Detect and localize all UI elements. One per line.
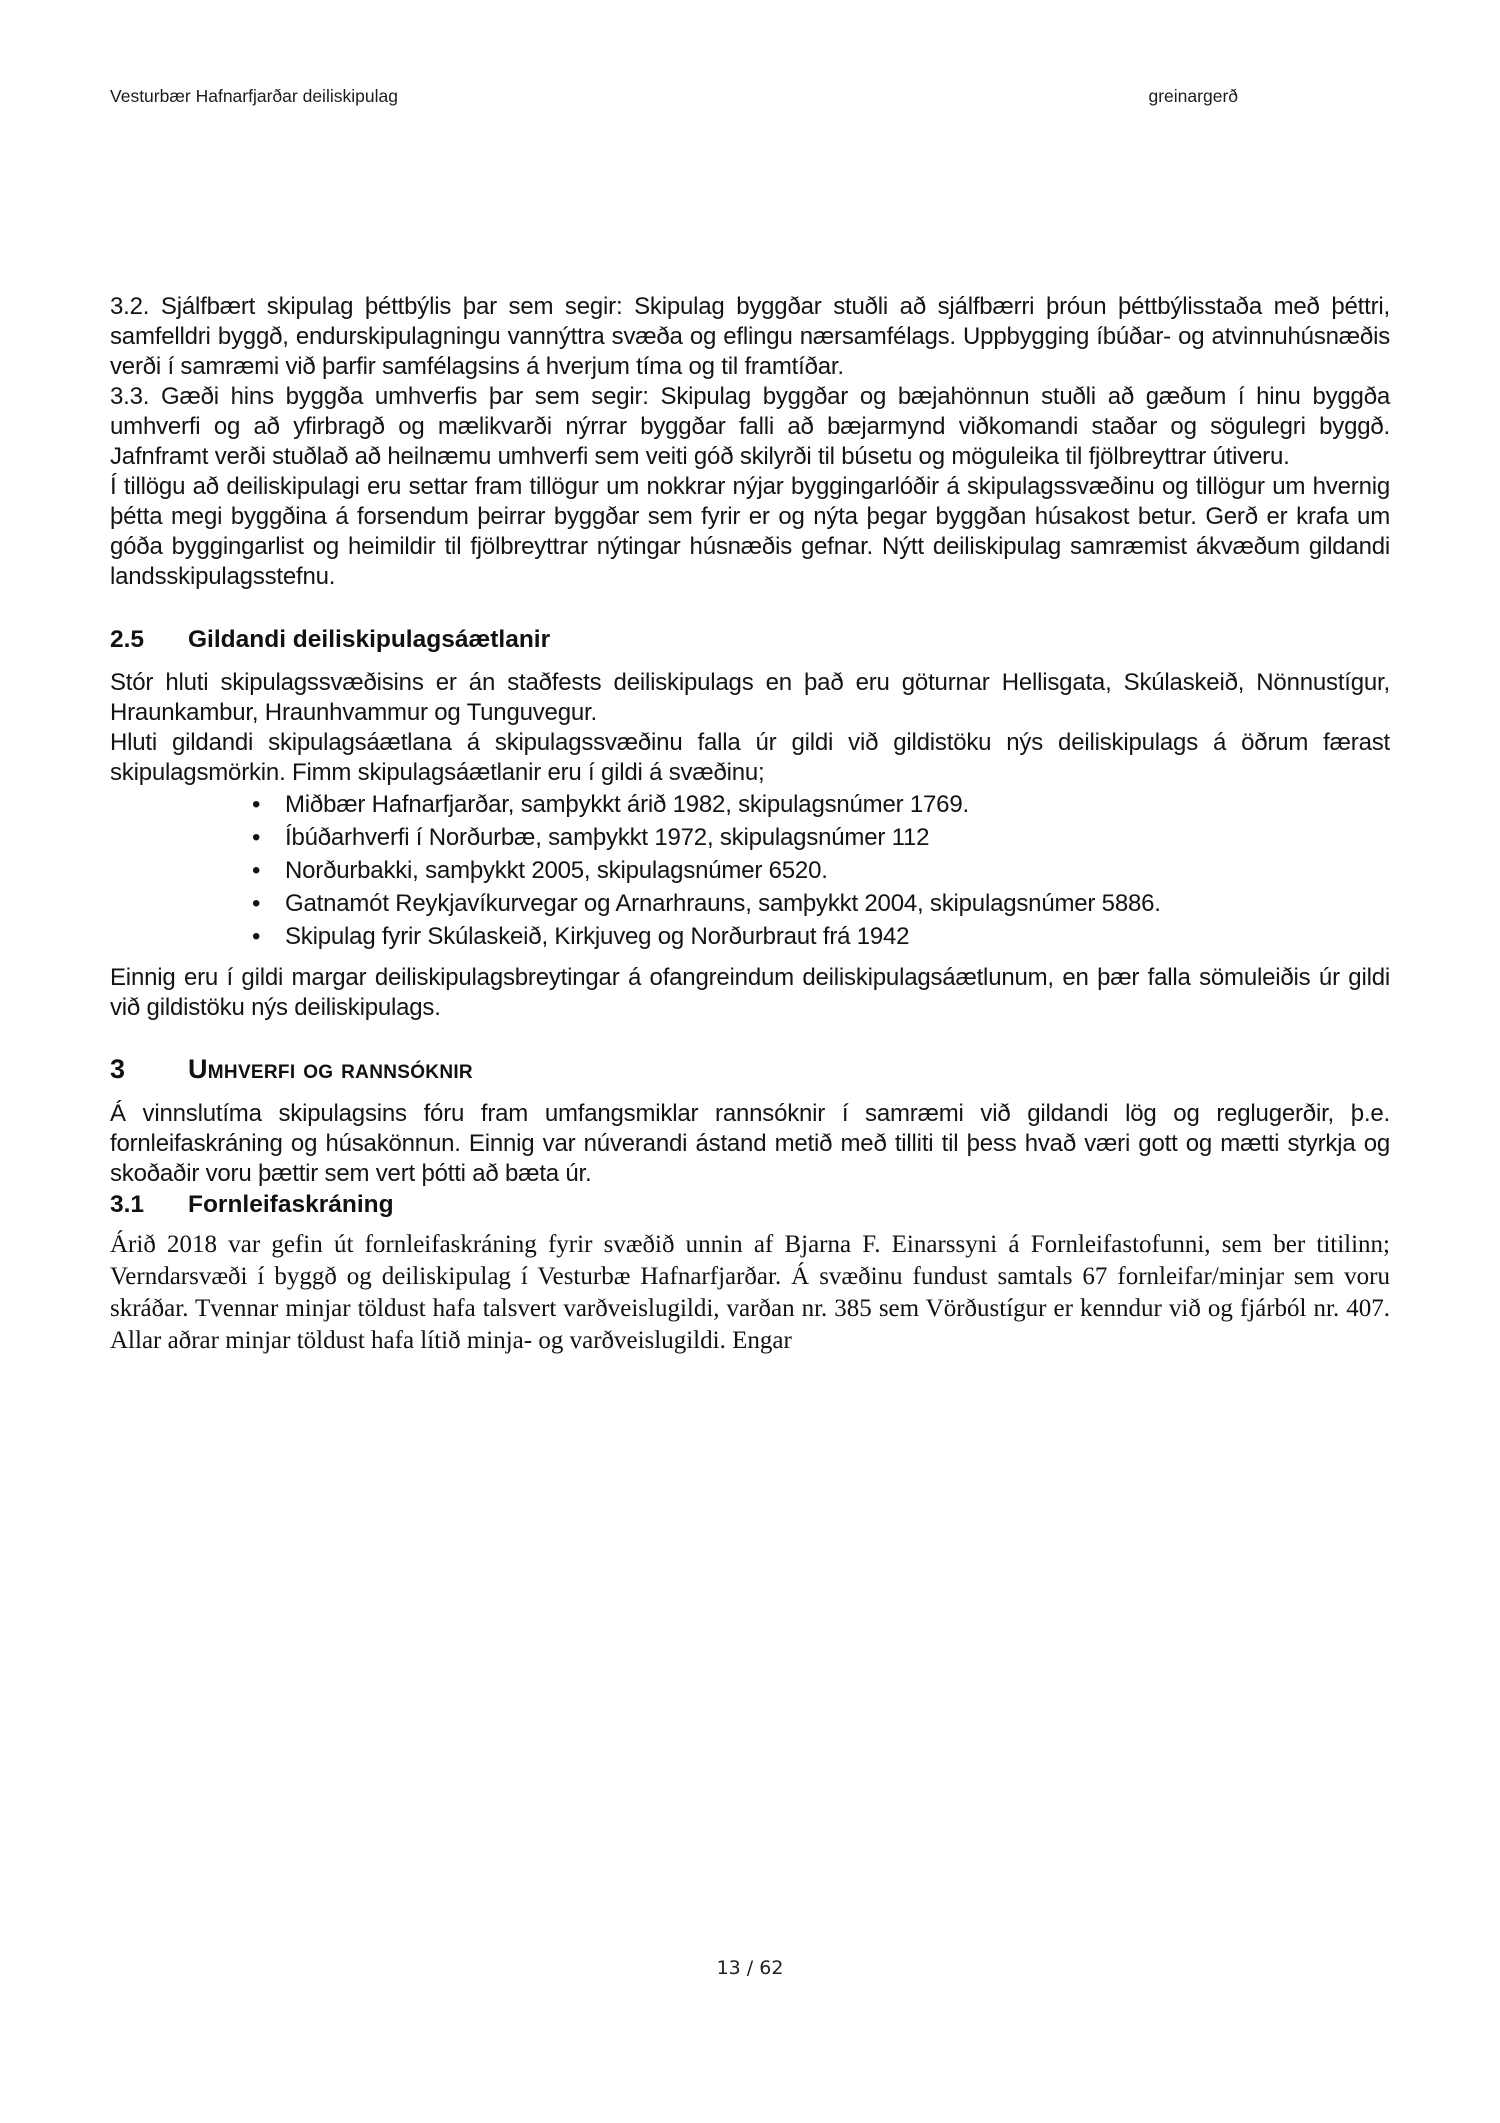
section-title: Fornleifaskráning bbox=[188, 1191, 394, 1218]
section-number: 3.1 bbox=[110, 1191, 145, 1218]
page-body bbox=[110, 292, 1390, 1357]
list-item: • Miðbær Hafnarfjarðar, samþykkt árið 1982, skipulagsnúmer 1769. bbox=[252, 788, 1390, 821]
list-item: • Norðurbakki, samþykkt 2005, skipulagsnúmer 6520. bbox=[252, 854, 1390, 887]
paragraph-stor-hluti: Stór hluti skipulagssvæðisins er án staðfests deiliskipulags en það eru göturnar Hellisgata, Skúlaskeið, Nönnustígur, Hraunkambur, Hraunhvammur og Tunguvegur. bbox=[110, 669, 1390, 726]
page-footer bbox=[0, 1957, 1500, 1979]
paragraph-vinnslutimi: Á vinnslutíma skipulagsins fóru fram umfangsmiklar rannsóknir í samræmi við gildandi lög og reglugerðir, þ.e. fornleifaskráning og húsakönnun. Einnig var núverandi ástand metið með tilliti til þess hvað væri gott og mætti styrkja og skoðaðir voru þættir sem vert þótti að bæta úr. bbox=[110, 1100, 1390, 1187]
paragraph-3-3-quote: 3.3. Gæði hins byggða umhverfis þar sem segir: Skipulag byggðar og bæjahönnun stuðli að gæðum í hinu byggða umhverfi og að yfirbragð og mælikvarði nýrrar byggðar falli að bæjarmynd viðkomandi staðar og sögulegri byggð. Jafnframt verði stuðlað að heilnæmu umhverfi sem veiti góð skilyrði til búsetu og möguleika til fjölbreyttrar útiveru. bbox=[110, 383, 1390, 470]
page-header bbox=[110, 86, 1390, 107]
list-item: • Skipulag fyrir Skúlaskeið, Kirkjuveg og Norðurbraut frá 1942 bbox=[252, 920, 1390, 953]
page-number: 13 / 62 bbox=[716, 1957, 784, 1979]
header-document-title: Vesturbær Hafnarfjarðar deiliskipulag bbox=[110, 86, 398, 106]
paragraph-hluti-gildandi: Hluti gildandi skipulagsáætlana á skipulagssvæðinu falla úr gildi við gildistöku nýs deiliskipulags á öðrum færast skipulagsmörkin. Fimm skipulagsáætlanir eru í gildi á svæðinu; bbox=[110, 729, 1390, 786]
section-heading-3-1 bbox=[110, 1189, 1390, 1221]
plan-bullet-list bbox=[110, 788, 1390, 953]
section-number: 2.5 bbox=[110, 626, 145, 653]
chapter-heading-3 bbox=[110, 1051, 1390, 1087]
paragraph-arid-2018: Árið 2018 var gefin út fornleifaskráning fyrir svæðið unnin af Bjarna F. Einarssyni á Fornleifastofunni, sem ber titilinn; Verndarsvæði í byggð og deiliskipulag í Vesturbæ Hafnarfjarðar. Á svæðinu fundust samtals 67 fornleifar/minjar sem voru skráðar. Tvennar minjar töldust hafa talsvert varðveislugildi, varðan nr. 385 sem Vörðustígur er kenndur við og fjárból nr. 407. Allar aðrar minjar töldust hafa lítið minja- og varðveislugildi. Engar bbox=[110, 1231, 1390, 1354]
paragraph-tillaga: Í tillögu að deiliskipulagi eru settar fram tillögur um nokkrar nýjar byggingarlóðir á skipulagssvæðinu og tillögur um hvernig þétta megi byggðina á forsendum þeirrar byggðar sem fyrir er og nýta þegar byggðan húsakost betur. Gerð er krafa um góða byggingarlist og heimildir til fjölbreyttrar nýtingar húsnæðis gefnar. Nýtt deiliskipulag samræmist ákvæðum gildandi landsskipulagsstefnu. bbox=[110, 473, 1390, 590]
list-item: • Íbúðarhverfi í Norðurbæ, samþykkt 1972, skipulagsnúmer 112 bbox=[252, 821, 1390, 854]
list-item: • Gatnamót Reykjavíkurvegar og Arnarhrauns, samþykkt 2004, skipulagsnúmer 5886. bbox=[252, 887, 1390, 920]
chapter-number: 3 bbox=[110, 1054, 126, 1084]
paragraph-einnig: Einnig eru í gildi margar deiliskipulagsbreytingar á ofangreindum deiliskipulagsáætlunum, en þær falla sömuleiðis úr gildi við gildistöku nýs deiliskipulags. bbox=[110, 964, 1390, 1021]
section-heading-2-5 bbox=[110, 624, 1390, 656]
section-title: Gildandi deiliskipulagsáætlanir bbox=[188, 626, 551, 653]
paragraph-3-2-quote: 3.2. Sjálfbært skipulag þéttbýlis þar sem segir: Skipulag byggðar stuðli að sjálfbærri þróun þéttbýlisstaða með þéttri, samfelldri byggð, endurskipulagningu vannýttra svæða og eflingu nærsamfélags. Uppbygging íbúðar- og atvinnuhúsnæðis verði í samræmi við þarfir samfélagsins á hverjum tíma og til framtíðar. bbox=[110, 293, 1390, 380]
chapter-title: Umhverfi og rannsóknir bbox=[188, 1054, 473, 1084]
header-document-type: greinargerð bbox=[1148, 86, 1238, 106]
